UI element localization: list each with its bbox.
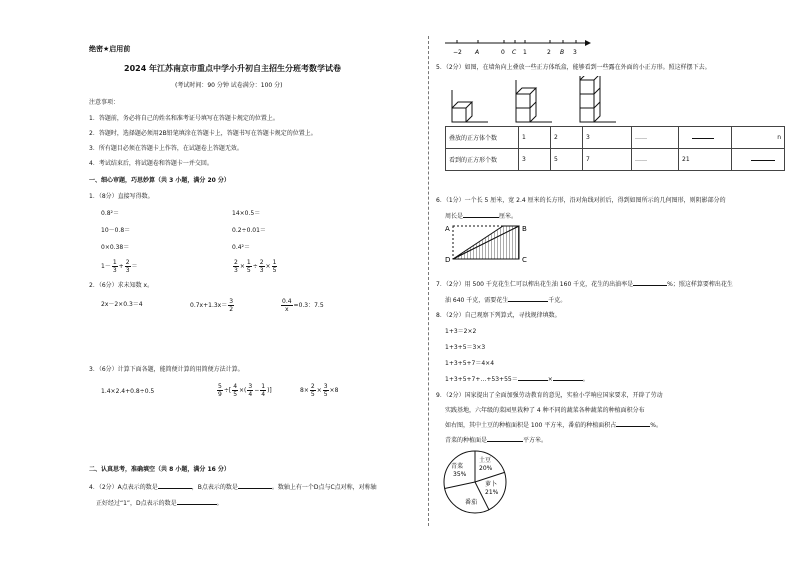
pie-label: 21% — [485, 489, 499, 496]
folded-rectangle-figure — [443, 222, 533, 266]
table-cell: 7 — [583, 149, 632, 171]
notice-4: 4．考试结束后，将试题卷和答题卡一并交回。 — [89, 160, 213, 167]
q1-item: 10－0.8＝ — [101, 227, 131, 234]
pie-label: 萝卜 — [485, 481, 498, 488]
table-cell: …… — [632, 149, 679, 171]
table-cell: n — [732, 127, 785, 149]
question-7-line-2: 油 640 千克，需要花生 千克。 — [445, 297, 567, 304]
question-4-line-2: 正好经过“1”，D点表示的数是 。 — [96, 500, 223, 507]
notice-2: 2．答题时，选择题必须用2B铅笔填涂在答题卡上，答题书写在答题卡规定的位置上。 — [89, 130, 317, 137]
section-2-heading: 二、认真思考，准确填空（共 8 小题，满分 16 分） — [89, 466, 230, 473]
q1-item: 0.8²＝ — [101, 210, 119, 217]
q3-expression-2: $\frac{5}{9}$ ÷[ $\frac{4}{5}$ ×( $\frac{3}{4}$ − $\frac{1}{4}$ )] — [218, 383, 272, 398]
pie-label: 青菜 — [451, 463, 464, 470]
exam-subtitle: (考试时间：90 分钟 试卷满分：100 分) — [175, 82, 283, 89]
table-row — [446, 127, 785, 149]
pie-label: 番茄 — [465, 499, 478, 506]
pie-label: 土豆 — [479, 457, 492, 464]
table-cell: 21 — [679, 149, 732, 171]
tick-label: 0 — [501, 49, 505, 56]
question-6-line-1: 6．（1分）一个长 5 厘米，宽 2.4 厘米的长方形，沿对角线对折后，得到如图所示的几何图形，则阴影部分的 — [436, 197, 726, 204]
q3-expression-1: 1.4×2.4+0.8÷0.5 — [101, 388, 155, 395]
question-8: 8．（2分）自己观察下列算式，寻找规律填数。 — [436, 312, 561, 319]
question-9-line-1: 9．（2分）国家提出了全面加强劳动教育的意见，实验小学响应国家要求，开辟了劳动 — [436, 392, 663, 399]
question-2: 2．（6分）求未知数 x。 — [89, 282, 154, 289]
vertex-label: D — [445, 256, 451, 264]
table-cell: 5 — [551, 149, 583, 171]
question-9-line-3: 如右图，其中土豆的种植面积是 100 平方米，番茄的种植面积占 %。 — [445, 422, 662, 429]
tick-label: 3 — [573, 49, 577, 56]
table-cell: …… — [632, 127, 679, 149]
stacked-cubes-figure — [450, 76, 620, 124]
table-cell: 叠放的正方体个数 — [446, 127, 519, 149]
q1-item: 0.4²＝ — [232, 244, 250, 251]
notice-title: 注意事项： — [89, 99, 120, 106]
table-cell: 3 — [583, 127, 632, 149]
question-9-line-4: 青菜的种植面是 平方米。 — [445, 437, 548, 444]
tick-label: B — [560, 49, 565, 56]
tick-label: 1 — [523, 49, 527, 56]
q8-item: 1+3+5＝3×3 — [445, 344, 486, 351]
question-1: 1．（8分）直接写得数。 — [89, 193, 154, 200]
vertex-label: C — [522, 256, 527, 264]
table-cell-blank — [679, 127, 732, 149]
table-cell-blank — [732, 149, 785, 171]
q2-equation-1: 2x－2×0.3＝4 — [101, 301, 143, 308]
question-5: 5．（2分）如图，在墙角向上叠放一些正方体纸盒，能够看到一些露在外面的小正方形。照这样摆下去。 — [436, 64, 711, 71]
notice-1: 1．答题前，务必将自己的姓名和准考证号填写在答题卡规定的位置上。 — [89, 115, 279, 122]
table-cell: 3 — [519, 149, 551, 171]
q1-fraction-expr-1: 1－ $\frac{1}{3}$ + $\frac{2}{3}$ ＝ — [101, 259, 138, 274]
table-cell: 看到的正方形个数 — [446, 149, 519, 171]
vegetable-pie-chart — [441, 448, 509, 516]
q1-item: 0.2÷0.01＝ — [232, 227, 266, 234]
question-7-line-1: 7．（2分）用 500 千克花生仁可以榨出花生油 160 千克，花生的出油率是 %；照这样算要榨出花生 — [436, 281, 733, 288]
q2-equation-2: 0.7x+1.3x＝ $\frac{3}{2}$ — [190, 298, 234, 313]
notice-3: 3．所有题目必须在答题卡上作答，在试题卷上答题无效。 — [89, 145, 243, 152]
table-cell: 2 — [551, 127, 583, 149]
table-row — [446, 149, 785, 171]
question-3: 3．（6分）计算下面各题，能简便计算的用简便方法计算。 — [89, 366, 244, 373]
pie-label: 35% — [453, 471, 467, 478]
vertex-label: B — [522, 225, 527, 233]
tick-label: −2 — [453, 49, 462, 56]
table-cell: 1 — [519, 127, 551, 149]
section-1-heading: 一、细心审题，巧思妙算（共 3 小题，满分 20 分） — [89, 177, 230, 184]
exam-title: 2024 年江苏南京市重点中学小升初自主招生分班考数学试卷 — [124, 64, 342, 73]
question-9-line-2: 实践基地，六年级的菜园里栽种了 4 种不同的蔬菜各种蔬菜的种植面积分布 — [445, 407, 645, 414]
question-6-line-2: 周长是 厘米。 — [445, 213, 518, 220]
q8-item: 1+3＝2×2 — [445, 328, 477, 335]
column-divider — [428, 36, 429, 526]
number-line — [443, 38, 593, 60]
cube-pattern-table — [445, 126, 785, 171]
q1-fraction-expr-2: $\frac{2}{3}$ × $\frac{1}{5}$ ÷ $\frac{2}{3}$ × $\frac{1}{5}$ — [234, 259, 277, 274]
secret-label: 绝密★启用前 — [89, 45, 131, 53]
vertex-label: A — [445, 225, 450, 233]
q1-item: 14×0.5＝ — [232, 210, 261, 217]
tick-label: A — [475, 49, 480, 56]
tick-label: C — [512, 49, 517, 56]
q1-item: 0×0.38＝ — [101, 244, 130, 251]
q8-item-answer: 1+3+5+7+…+53+55＝ × 。 — [445, 376, 589, 383]
pie-label: 20% — [479, 465, 493, 472]
question-4-line-1: 4．（2分）A点表示的数是 ，B点表示的数是 。数轴上有一个D点与C点对称，对称轴 — [89, 484, 377, 491]
q2-equation-3: $\frac{0.4}{x}$ =0.3：7.5 — [282, 298, 324, 313]
tick-label: 2 — [547, 49, 551, 56]
q8-item: 1+3+5+7＝4×4 — [445, 360, 495, 367]
q3-expression-3: 8× $\frac{2}{5}$ × $\frac{3}{5}$ ×8 — [300, 383, 339, 398]
